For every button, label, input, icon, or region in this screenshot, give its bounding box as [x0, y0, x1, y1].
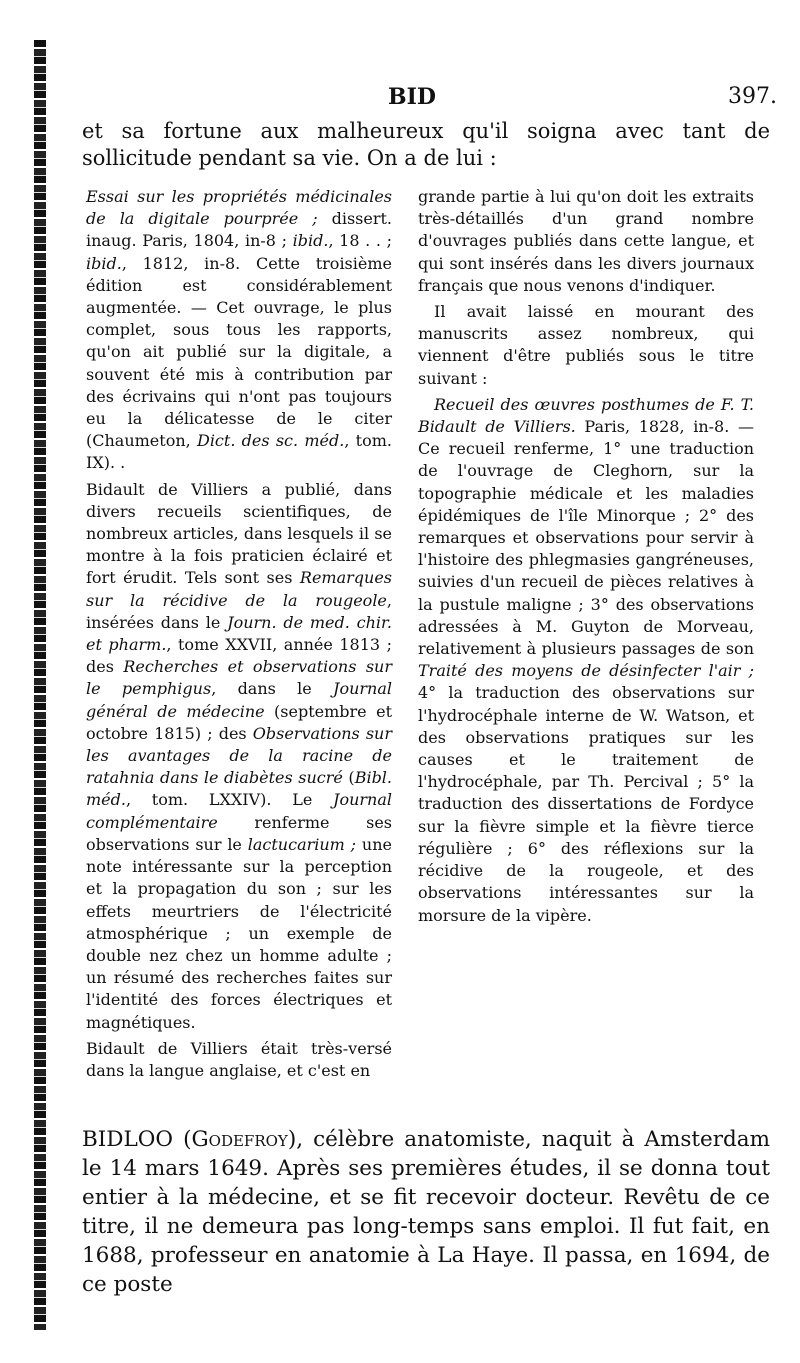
page-number: 397. — [728, 84, 777, 109]
english-paragraph-start: Bidault de Villiers était très-versé dans la langue anglaise, et c'est en — [86, 1038, 392, 1080]
essai-entry: Essai sur les propriétés médicinales de la digitale pourprée ; dissert. inaug. Paris, 1804, in-8 ; ibid., 18 . . ; ibid., 1812, in-8. Cette troisième édition est considérablement augmentée. — Cet ouvrage, le plus complet, sous tous les rapports, qu'on ait publié sur la digitale, a souvent été mis à contribution par des écrivains qui n'ont pas toujours eu la délicatesse de le citer (Chaumeton, Dict. des sc. méd., tom. IX). . — [86, 187, 393, 473]
running-title: BID — [388, 84, 436, 110]
book-binding-edge — [34, 40, 46, 1330]
bidloo-entry: BIDLOO (Godefroy), célèbre anatomiste, naquit à Amsterdam le 14 mars 1649. Après ses premières études, il se donna tout entier à la médecine, et se fit recevoir docteur. Revêtu de ce titre, il ne demeura pas long-temps sans emploi. Il fut fait, en 1688, professeur en anatomie à La Haye. Il passa, en 1694, de ce poste — [82, 1127, 770, 1297]
english-paragraph-end: grande partie à lui qu'on doit les extraits très-détaillés d'un grand nombre d'ouvrages publiés dans cette langue, et qui sont insérés dans les divers journaux français que nous venons d'indiquer. — [418, 187, 754, 295]
recueil-title: Recueil des œuvres posthumes de F. T. Bidault de Villiers. — [418, 394, 754, 437]
manuscripts-paragraph: Il avait laissé en mourant des manuscrits assez nombreux, qui viennent d'être publiés sous le titre suivant : — [418, 302, 754, 388]
page-header — [0, 84, 800, 114]
right-column — [418, 186, 754, 931]
entry-given-name: Godefroy — [191, 1127, 288, 1152]
essai-title: Essai sur les propriétés médicinales de la digitale pourprée ; — [86, 187, 392, 229]
entry-name: BIDLOO — [82, 1127, 174, 1152]
recueil-entry: Recueil des œuvres posthumes de F. T. Bidault de Villiers. Paris, 1828, in-8. — Ce recueil renferme, 1° une traduction de l'ouvrage de Cleghorn, sur la topographie médicale et les maladies épidémiques de l'île Minorque ; 2° des remarques et observations pour servir à l'histoire des phlegmasies gangréneuses, suivies d'un recueil de pièces relatives à la pustule maligne ; 3° des observations adressées à M. Guyton de Morveau, relativement à plusieurs passages de son Traité des moyens de désinfecter l'air ; 4° la traduction des observations sur l'hydrocéphale interne de W. Watson, et des observations pratiques sur les causes et le traitement de l'hydrocéphale, par Th. Percival ; 5° la traduction des dissertations de Fordyce sur la fièvre simple et la fièvre tierce régulière ; 6° des réflexions sur la récidive de la rougeole, et des observations intéressantes sur la morsure de la vipère. — [418, 394, 754, 925]
articles-paragraph: Bidault de Villiers a publié, dans divers recueils scientifiques, de nombreux articles, dans lesquels il se montre à la fois praticien éclairé et fort érudit. Tels sont ses Remarques sur la récidive de la rougeole, insérées dans le Journ. de med. chir. et pharm., tome XXVII, année 1813 ; des Recherches et observations sur le pemphigus, dans le Journal général de médecine (septembre et octobre 1815) ; des Observations sur les avantages de la racine de ratahnia dans le diabètes sucré (Bibl. méd., tom. LXXIV). Le Journal complémentaire renferme ses observations sur le lactucarium ; une note intéressante sur la perception et la propagation du son ; sur les effets meurtriers de l'électricité atmosphérique ; un exemple de double nez chez un homme adulte ; un résumé des recherches faites sur l'identité des forces électriques et magnétiques. — [86, 479, 393, 1032]
left-column — [86, 186, 392, 1086]
intro-paragraph: et sa fortune aux malheureux qu'il soigna avec tant de sollicitude pendant sa vie. On a de lui : — [82, 119, 770, 170]
